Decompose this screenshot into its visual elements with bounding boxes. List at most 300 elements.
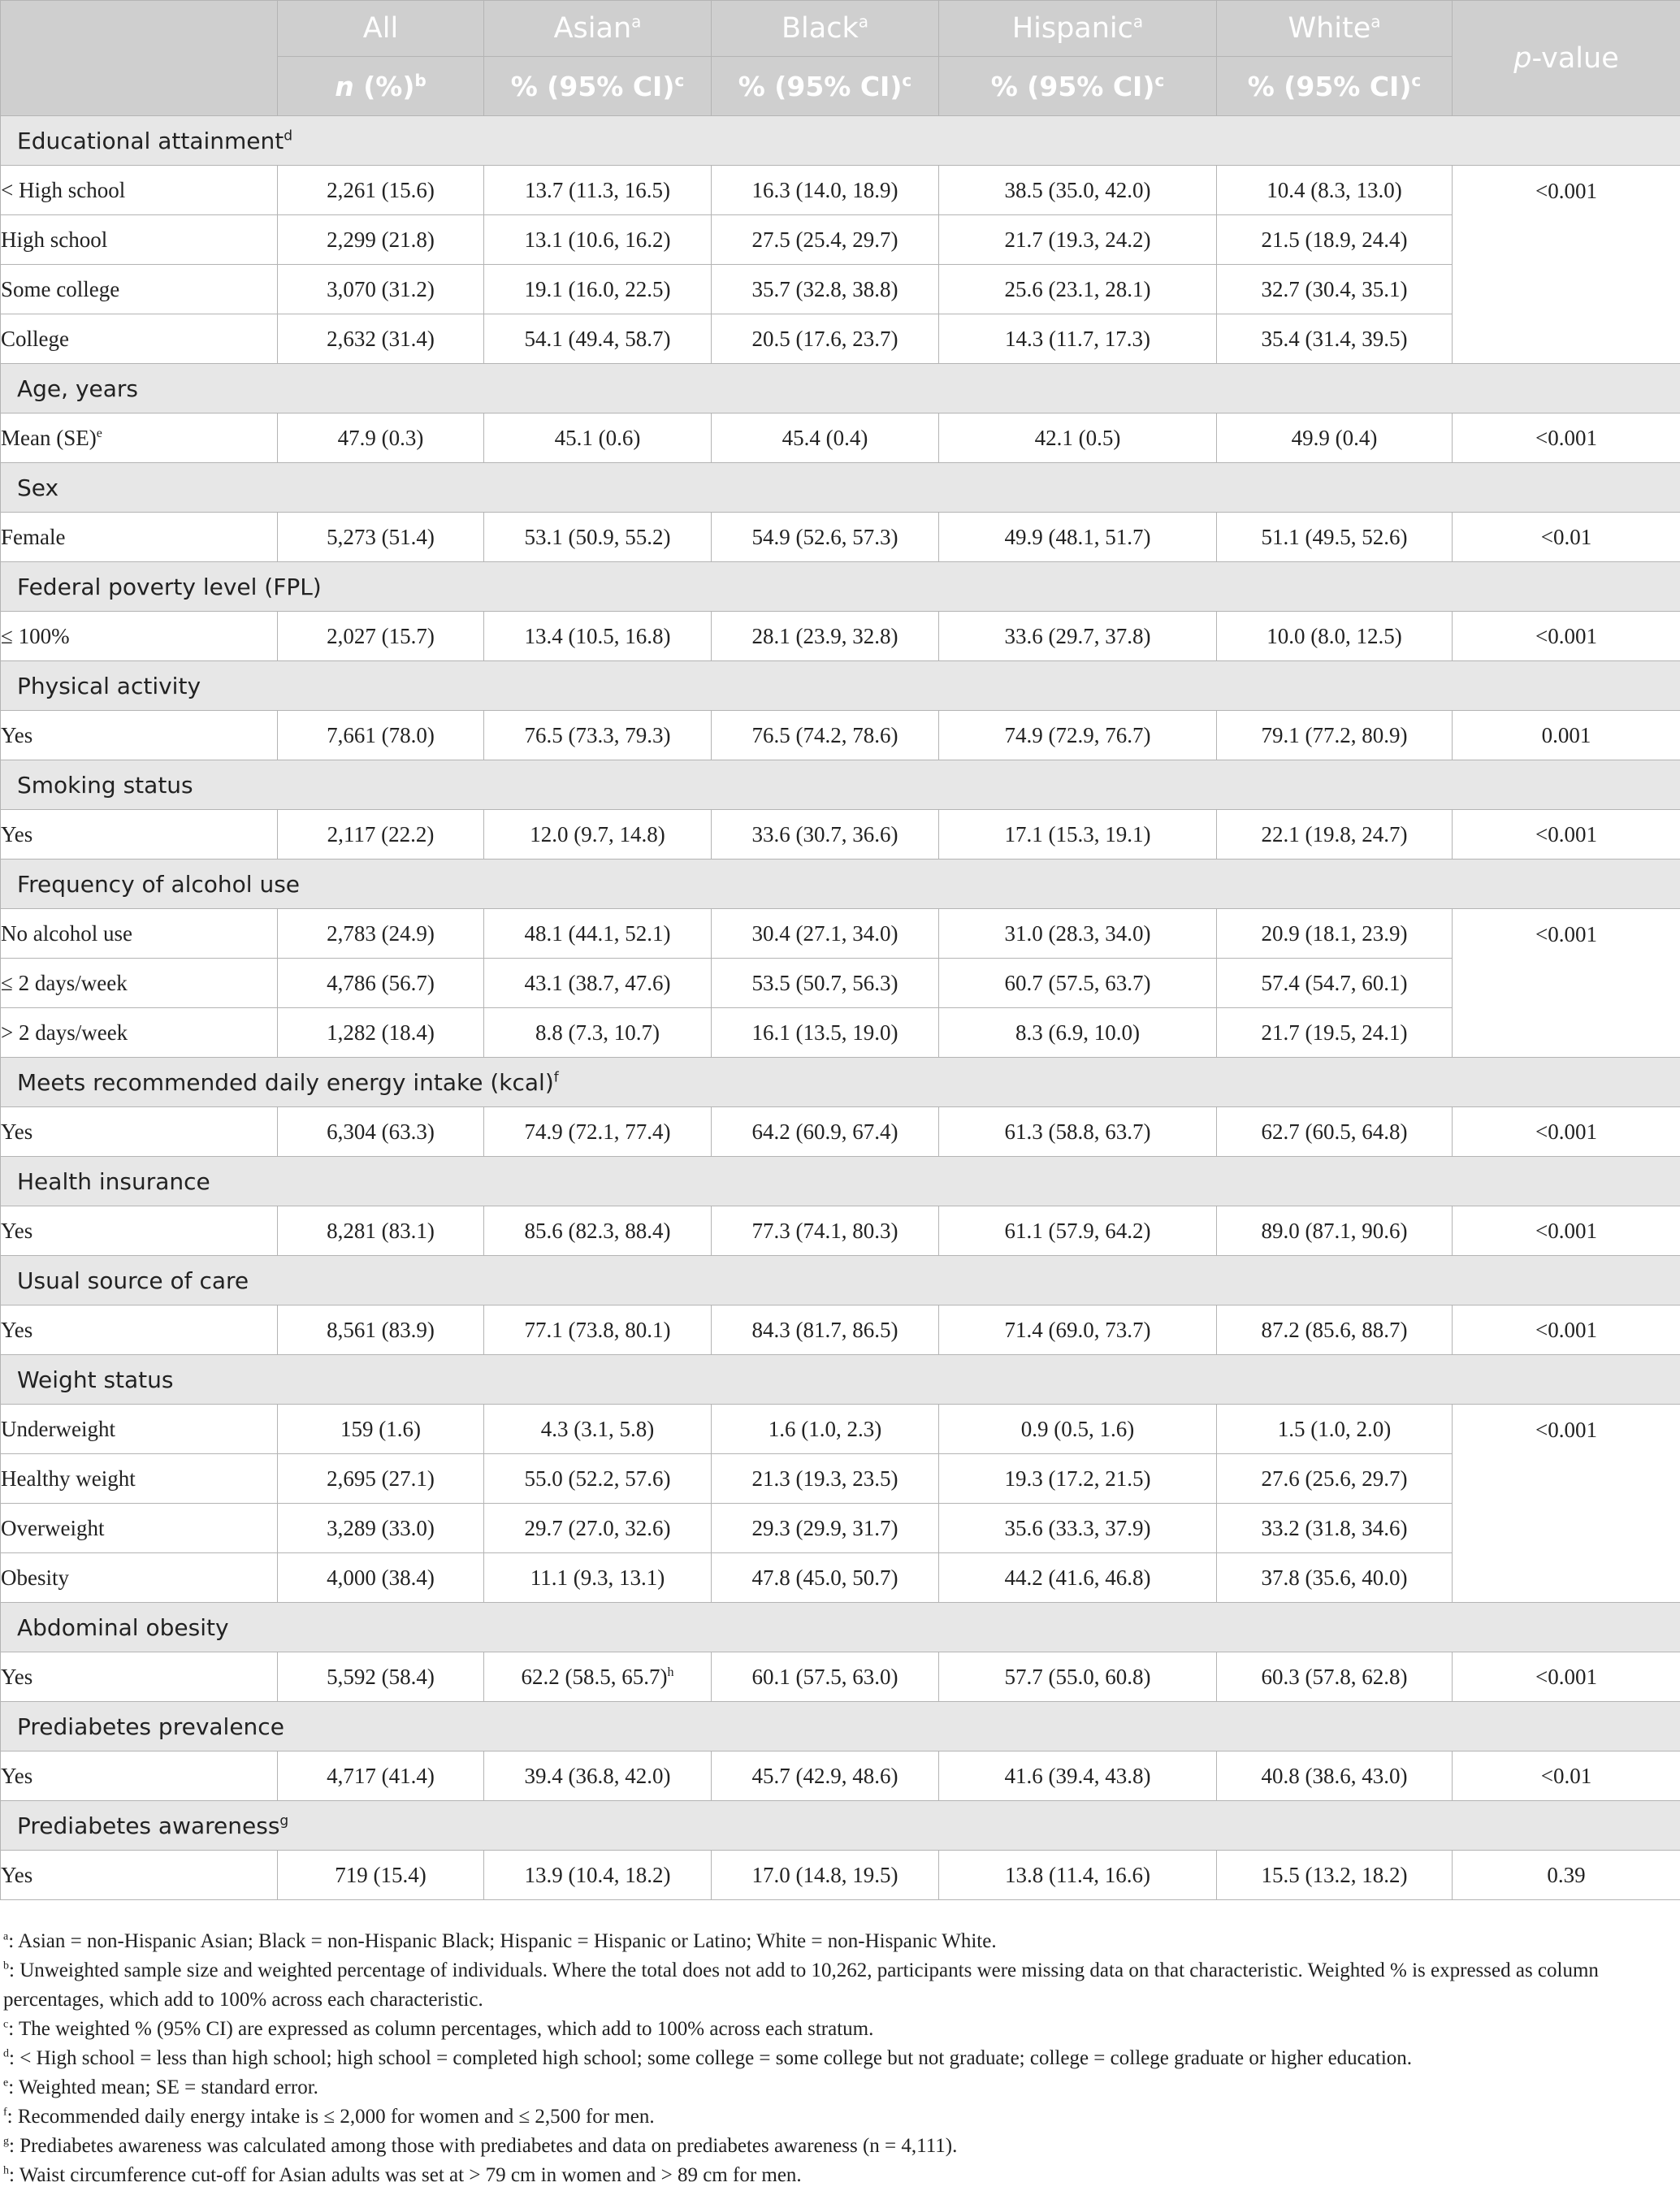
pvalue-cell <box>1453 1206 1680 1256</box>
table-cell <box>484 1306 712 1355</box>
cell-value: 22.1 (19.8, 24.7) <box>1261 821 1408 847</box>
cell-value: 4,717 (41.4) <box>327 1763 435 1788</box>
section-title-text: Physical activity <box>17 672 201 699</box>
footnote-text: : The weighted % (95% CI) are expressed as column percentages, which add to 100% across each stratum. <box>8 2018 874 2040</box>
table-cell <box>939 414 1217 463</box>
cell-value: 20.5 (17.6, 23.7) <box>751 326 898 351</box>
row-label <box>1 314 278 364</box>
column-subheader <box>712 57 939 116</box>
row-label <box>1 513 278 562</box>
table-cell <box>939 1752 1217 1801</box>
table-cell <box>278 1008 484 1058</box>
cell-value: 25.6 (23.1, 28.1) <box>1004 276 1151 301</box>
cell-value: 60.3 (57.8, 62.8) <box>1261 1664 1408 1689</box>
cell-value: 45.4 (0.4) <box>782 425 868 450</box>
section-header-row <box>1 364 1680 414</box>
cell-value: 54.9 (52.6, 57.3) <box>751 524 898 549</box>
table-cell <box>278 1851 484 1900</box>
table-cell <box>712 314 939 364</box>
table-cell <box>1217 810 1453 860</box>
cell-value: 29.7 (27.0, 32.6) <box>524 1515 671 1540</box>
row-label <box>1 1504 278 1553</box>
cell-value: 21.7 (19.5, 24.1) <box>1261 1020 1408 1045</box>
cell-value: 42.1 (0.5) <box>1034 425 1121 450</box>
table-row <box>1 265 1680 314</box>
section-title <box>1 364 1680 414</box>
cell-value: 33.6 (29.7, 37.8) <box>1004 623 1151 648</box>
table-cell <box>712 1454 939 1504</box>
section-title-text: Sex <box>17 474 59 501</box>
section-title <box>1 1355 1680 1405</box>
section-header-row <box>1 116 1680 166</box>
section-title-text: Prediabetes prevalence <box>17 1713 284 1740</box>
table-cell <box>484 711 712 760</box>
footnote-marker: d <box>284 128 293 145</box>
footnote <box>3 1927 1661 1956</box>
row-label <box>1 612 278 661</box>
cell-value: 28.1 (23.9, 32.8) <box>751 623 898 648</box>
header-row-1 <box>1 1 1680 57</box>
table-cell <box>939 166 1217 215</box>
table-cell <box>278 1405 484 1454</box>
subheader-label: % (95% CI) <box>1247 70 1412 102</box>
subheader-italic: n <box>335 70 354 102</box>
table-cell <box>278 909 484 959</box>
table-cell <box>278 959 484 1008</box>
footnote-marker: h <box>3 2164 9 2177</box>
cell-value: 79.1 (77.2, 80.9) <box>1261 722 1408 747</box>
table-cell <box>712 1405 939 1454</box>
cell-value: 62.2 (58.5, 65.7) <box>521 1664 668 1689</box>
row-label-text: Mean (SE) <box>1 425 97 450</box>
table-row <box>1 1553 1680 1603</box>
section-header-row <box>1 1256 1680 1306</box>
table-cell <box>278 215 484 265</box>
footnote <box>3 1956 1661 2015</box>
cell-value: 33.2 (31.8, 34.6) <box>1261 1515 1408 1540</box>
footnote-marker: h <box>667 1665 674 1679</box>
column-header <box>712 1 939 57</box>
section-header-row <box>1 463 1680 513</box>
footnote-marker: c <box>1411 70 1422 90</box>
table-cell <box>1217 711 1453 760</box>
row-label-text: Yes <box>1 1119 33 1144</box>
pvalue-cell <box>1453 1107 1680 1157</box>
cell-value: 1,282 (18.4) <box>327 1020 435 1045</box>
cell-value: 27.5 (25.4, 29.7) <box>751 227 898 252</box>
row-label-text: Yes <box>1 821 33 847</box>
footnote <box>3 2161 1661 2190</box>
cell-value: 57.7 (55.0, 60.8) <box>1004 1664 1151 1689</box>
cell-value: 4,786 (56.7) <box>327 970 435 995</box>
table-cell <box>939 810 1217 860</box>
table-cell <box>939 265 1217 314</box>
subheader-label: % (95% CI) <box>738 70 903 102</box>
column-header-label: White <box>1288 12 1371 45</box>
footnote-marker: e <box>3 2076 9 2089</box>
pvalue: <0.001 <box>1535 425 1597 450</box>
cell-value: 21.7 (19.3, 24.2) <box>1004 227 1151 252</box>
cell-value: 19.1 (16.0, 22.5) <box>524 276 671 301</box>
table-cell <box>712 1306 939 1355</box>
cell-value: 4,000 (38.4) <box>327 1565 435 1590</box>
pvalue: <0.001 <box>1535 1418 1597 1442</box>
footnote <box>3 2102 1661 2132</box>
table-row <box>1 1752 1680 1801</box>
table-cell <box>278 166 484 215</box>
column-header-label: Asian <box>553 12 632 45</box>
cell-value: 10.4 (8.3, 13.0) <box>1266 177 1402 202</box>
pvalue: <0.001 <box>1535 1664 1597 1689</box>
cell-value: 2,261 (15.6) <box>327 177 435 202</box>
pvalue: <0.001 <box>1535 1317 1597 1342</box>
table-cell <box>712 959 939 1008</box>
row-label <box>1 909 278 959</box>
cell-value: 48.1 (44.1, 52.1) <box>524 920 671 946</box>
footnote-text: : < High school = less than high school; high school = completed high school; some college = some college but not graduate; college = college graduate or higher education. <box>9 2047 1413 2069</box>
row-label <box>1 1008 278 1058</box>
row-label-text: Obesity <box>1 1565 69 1590</box>
table-cell <box>484 265 712 314</box>
table-row <box>1 166 1680 215</box>
table-cell <box>278 1504 484 1553</box>
cell-value: 4.3 (3.1, 5.8) <box>540 1416 655 1441</box>
table-cell <box>712 513 939 562</box>
footnote-marker: a <box>631 11 642 32</box>
table-cell <box>484 1504 712 1553</box>
footnote-marker: a <box>1132 11 1144 32</box>
table-cell <box>712 612 939 661</box>
row-label <box>1 414 278 463</box>
table-cell <box>484 1454 712 1504</box>
column-header-label: Hispanic <box>1011 12 1133 45</box>
table-cell <box>712 1752 939 1801</box>
table-cell <box>1217 166 1453 215</box>
cell-value: 159 (1.6) <box>340 1416 421 1441</box>
column-header <box>484 1 712 57</box>
table-cell <box>278 1553 484 1603</box>
table-cell <box>939 1504 1217 1553</box>
table-cell <box>1217 265 1453 314</box>
table-row <box>1 711 1680 760</box>
table-cell <box>712 711 939 760</box>
table-row <box>1 314 1680 364</box>
table-row <box>1 1652 1680 1702</box>
table-cell <box>484 166 712 215</box>
section-header-row <box>1 1603 1680 1652</box>
section-title <box>1 661 1680 711</box>
table-cell <box>712 1107 939 1157</box>
pvalue-cell <box>1453 1752 1680 1801</box>
cell-value: 38.5 (35.0, 42.0) <box>1004 177 1151 202</box>
footnote-marker: a <box>858 11 868 32</box>
table-cell <box>1217 1454 1453 1504</box>
row-label <box>1 166 278 215</box>
cell-value: 8,561 (83.9) <box>327 1317 435 1342</box>
table-cell <box>278 1206 484 1256</box>
row-label-text: Some college <box>1 276 120 301</box>
table-row <box>1 1008 1680 1058</box>
section-title-text: Meets recommended daily energy intake (kcal) <box>17 1068 554 1096</box>
cell-value: 40.8 (38.6, 43.0) <box>1261 1763 1408 1788</box>
section-title-text: Smoking status <box>17 771 193 799</box>
cell-value: 51.1 (49.5, 52.6) <box>1261 524 1408 549</box>
table-row <box>1 1851 1680 1900</box>
table-row <box>1 612 1680 661</box>
cell-value: 47.9 (0.3) <box>337 425 424 450</box>
header-corner-cell <box>1 1 278 116</box>
table-cell <box>484 1405 712 1454</box>
cell-value: 41.6 (39.4, 43.8) <box>1004 1763 1151 1788</box>
cell-value: 60.1 (57.5, 63.0) <box>751 1664 898 1689</box>
section-header-row <box>1 1058 1680 1107</box>
section-title <box>1 463 1680 513</box>
subheader-label: (%) <box>353 70 415 102</box>
pvalue: <0.01 <box>1540 1763 1592 1788</box>
row-label-text: High school <box>1 227 108 252</box>
footnote-marker: d <box>3 2047 9 2060</box>
cell-value: 12.0 (9.7, 14.8) <box>530 821 665 847</box>
cell-value: 11.1 (9.3, 13.1) <box>530 1565 665 1590</box>
row-label-text: Yes <box>1 1862 33 1887</box>
column-header-label: Black <box>782 12 859 45</box>
footnote <box>3 2015 1661 2044</box>
table-cell <box>939 1553 1217 1603</box>
table-cell <box>1217 1405 1453 1454</box>
section-header-row <box>1 1355 1680 1405</box>
cell-value: 6,304 (63.3) <box>327 1119 435 1144</box>
pvalue-header-italic: p <box>1513 41 1532 75</box>
cell-value: 16.3 (14.0, 18.9) <box>751 177 898 202</box>
footnote-marker: g <box>3 2135 9 2148</box>
table-cell <box>484 1652 712 1702</box>
cell-value: 45.1 (0.6) <box>554 425 641 450</box>
table-cell <box>484 959 712 1008</box>
cell-value: 74.9 (72.9, 76.7) <box>1004 722 1151 747</box>
pvalue: <0.001 <box>1535 1218 1597 1243</box>
cell-value: 1.5 (1.0, 2.0) <box>1277 1416 1392 1441</box>
pvalue: <0.001 <box>1535 179 1597 203</box>
pvalue-cell <box>1453 1405 1680 1603</box>
table-cell <box>1217 1306 1453 1355</box>
cell-value: 2,027 (15.7) <box>327 623 435 648</box>
row-label <box>1 1851 278 1900</box>
cell-value: 62.7 (60.5, 64.8) <box>1261 1119 1408 1144</box>
table-cell <box>939 959 1217 1008</box>
footnote-marker: c <box>3 2018 9 2031</box>
table-cell <box>278 314 484 364</box>
footnote-marker: a <box>3 1930 9 1943</box>
footnote-marker: b <box>414 70 426 90</box>
cell-value: 35.4 (31.4, 39.5) <box>1261 326 1408 351</box>
pvalue-cell <box>1453 810 1680 860</box>
table-cell <box>712 265 939 314</box>
table-cell <box>712 1504 939 1553</box>
table-cell <box>939 1107 1217 1157</box>
section-title <box>1 116 1680 166</box>
cell-value: 61.3 (58.8, 63.7) <box>1004 1119 1151 1144</box>
pvalue-header-label: -value <box>1531 41 1619 75</box>
table-cell <box>712 215 939 265</box>
table-cell <box>278 1652 484 1702</box>
table-cell <box>939 513 1217 562</box>
cell-value: 64.2 (60.9, 67.4) <box>751 1119 898 1144</box>
cell-value: 719 (15.4) <box>335 1862 426 1887</box>
cell-value: 37.8 (35.6, 40.0) <box>1261 1565 1408 1590</box>
pvalue-cell <box>1453 711 1680 760</box>
table-cell <box>712 1851 939 1900</box>
table-row <box>1 215 1680 265</box>
section-title <box>1 1157 1680 1206</box>
section-title-text: Weight status <box>17 1366 174 1393</box>
table-cell <box>278 612 484 661</box>
column-subheader <box>1217 57 1453 116</box>
cell-value: 47.8 (45.0, 50.7) <box>751 1565 898 1590</box>
cell-value: 8,281 (83.1) <box>327 1218 435 1243</box>
cell-value: 53.5 (50.7, 56.3) <box>751 970 898 995</box>
footnote-marker: b <box>3 1959 9 1972</box>
section-header-row <box>1 860 1680 909</box>
pvalue: <0.001 <box>1535 821 1597 847</box>
column-header <box>939 1 1217 57</box>
pvalue-cell <box>1453 1652 1680 1702</box>
pvalue-cell <box>1453 513 1680 562</box>
cell-value: 14.3 (11.7, 17.3) <box>1005 326 1150 351</box>
table-cell <box>1217 909 1453 959</box>
table-row <box>1 959 1680 1008</box>
table-cell <box>484 909 712 959</box>
table-cell <box>939 1454 1217 1504</box>
row-label-text: ≤ 2 days/week <box>1 970 128 995</box>
table-cell <box>1217 1851 1453 1900</box>
table-cell <box>939 711 1217 760</box>
footnote-text: : Prediabetes awareness was calculated among those with prediabetes and data on prediabetes awareness (n = 4,111). <box>9 2135 958 2157</box>
table-cell <box>1217 513 1453 562</box>
table-cell <box>712 1008 939 1058</box>
table-row <box>1 909 1680 959</box>
row-label-text: Underweight <box>1 1416 115 1441</box>
pvalue-cell <box>1453 414 1680 463</box>
table-cell <box>1217 1206 1453 1256</box>
table-cell <box>712 414 939 463</box>
pvalue-cell <box>1453 1851 1680 1900</box>
row-label <box>1 1652 278 1702</box>
table-cell <box>712 1652 939 1702</box>
cell-value: 17.1 (15.3, 19.1) <box>1004 821 1151 847</box>
cell-value: 87.2 (85.6, 88.7) <box>1261 1317 1408 1342</box>
cell-value: 44.2 (41.6, 46.8) <box>1004 1565 1151 1590</box>
pvalue-cell <box>1453 1306 1680 1355</box>
cell-value: 77.1 (73.8, 80.1) <box>524 1317 671 1342</box>
cell-value: 85.6 (82.3, 88.4) <box>524 1218 671 1243</box>
cell-value: 21.3 (19.3, 23.5) <box>751 1466 898 1491</box>
table-cell <box>939 1405 1217 1454</box>
cell-value: 74.9 (72.1, 77.4) <box>524 1119 671 1144</box>
cell-value: 35.6 (33.3, 37.9) <box>1004 1515 1151 1540</box>
cell-value: 0.9 (0.5, 1.6) <box>1020 1416 1135 1441</box>
section-title-text: Educational attainment <box>17 127 284 154</box>
table-cell <box>939 1652 1217 1702</box>
row-label <box>1 711 278 760</box>
cell-value: 76.5 (74.2, 78.6) <box>751 722 898 747</box>
pvalue: <0.001 <box>1535 1119 1597 1144</box>
table-cell <box>484 810 712 860</box>
section-title <box>1 1801 1680 1851</box>
column-header <box>278 1 484 57</box>
cell-value: 5,273 (51.4) <box>327 524 435 549</box>
table-cell <box>484 215 712 265</box>
cell-value: 71.4 (69.0, 73.7) <box>1004 1317 1151 1342</box>
pvalue: <0.01 <box>1540 524 1592 549</box>
footnote-marker: f <box>3 2106 7 2119</box>
table-row <box>1 1306 1680 1355</box>
cell-value: 13.1 (10.6, 16.2) <box>524 227 671 252</box>
table-cell <box>484 1008 712 1058</box>
row-label-text: Yes <box>1 1763 33 1788</box>
cell-value: 39.4 (36.8, 42.0) <box>524 1763 671 1788</box>
row-label-text: > 2 days/week <box>1 1020 128 1045</box>
table-cell <box>712 166 939 215</box>
table-cell <box>484 1851 712 1900</box>
column-header <box>1217 1 1453 57</box>
table-cell <box>1217 1107 1453 1157</box>
table-cell <box>484 612 712 661</box>
table-cell <box>278 810 484 860</box>
cell-value: 76.5 (73.3, 79.3) <box>524 722 671 747</box>
table-cell <box>939 909 1217 959</box>
cell-value: 35.7 (32.8, 38.8) <box>751 276 898 301</box>
row-label-text: Yes <box>1 1317 33 1342</box>
row-label <box>1 810 278 860</box>
table-row <box>1 1454 1680 1504</box>
pvalue-cell <box>1453 909 1680 1058</box>
row-label-text: Yes <box>1 722 33 747</box>
table-cell <box>484 1107 712 1157</box>
table-cell <box>484 414 712 463</box>
pvalue-cell <box>1453 612 1680 661</box>
row-label <box>1 215 278 265</box>
table-cell <box>939 1851 1217 1900</box>
section-header-row <box>1 1801 1680 1851</box>
table-cell <box>484 1752 712 1801</box>
section-header-row <box>1 1157 1680 1206</box>
section-header-row <box>1 1702 1680 1752</box>
cell-value: 2,783 (24.9) <box>327 920 435 946</box>
row-label <box>1 1206 278 1256</box>
cell-value: 32.7 (30.4, 35.1) <box>1261 276 1408 301</box>
row-label <box>1 1107 278 1157</box>
pvalue: 0.39 <box>1547 1862 1586 1887</box>
footnote-marker: g <box>279 1812 289 1829</box>
table-cell <box>278 711 484 760</box>
row-label <box>1 1306 278 1355</box>
footnote-text: : Recommended daily energy intake is ≤ 2,000 for women and ≤ 2,500 for men. <box>6 2106 655 2128</box>
cell-value: 5,592 (58.4) <box>327 1664 435 1689</box>
table-cell <box>484 513 712 562</box>
cell-value: 31.0 (28.3, 34.0) <box>1004 920 1151 946</box>
cell-value: 43.1 (38.7, 47.6) <box>524 970 671 995</box>
table-header <box>1 1 1680 116</box>
footnote-marker: c <box>1154 70 1165 90</box>
table-row <box>1 1107 1680 1157</box>
table-row <box>1 1206 1680 1256</box>
footnote-marker: c <box>902 70 912 90</box>
section-header-row <box>1 661 1680 711</box>
table-cell <box>278 1752 484 1801</box>
pvalue-cell <box>1453 166 1680 364</box>
table-body <box>1 116 1680 1900</box>
row-label-text: No alcohol use <box>1 920 132 946</box>
